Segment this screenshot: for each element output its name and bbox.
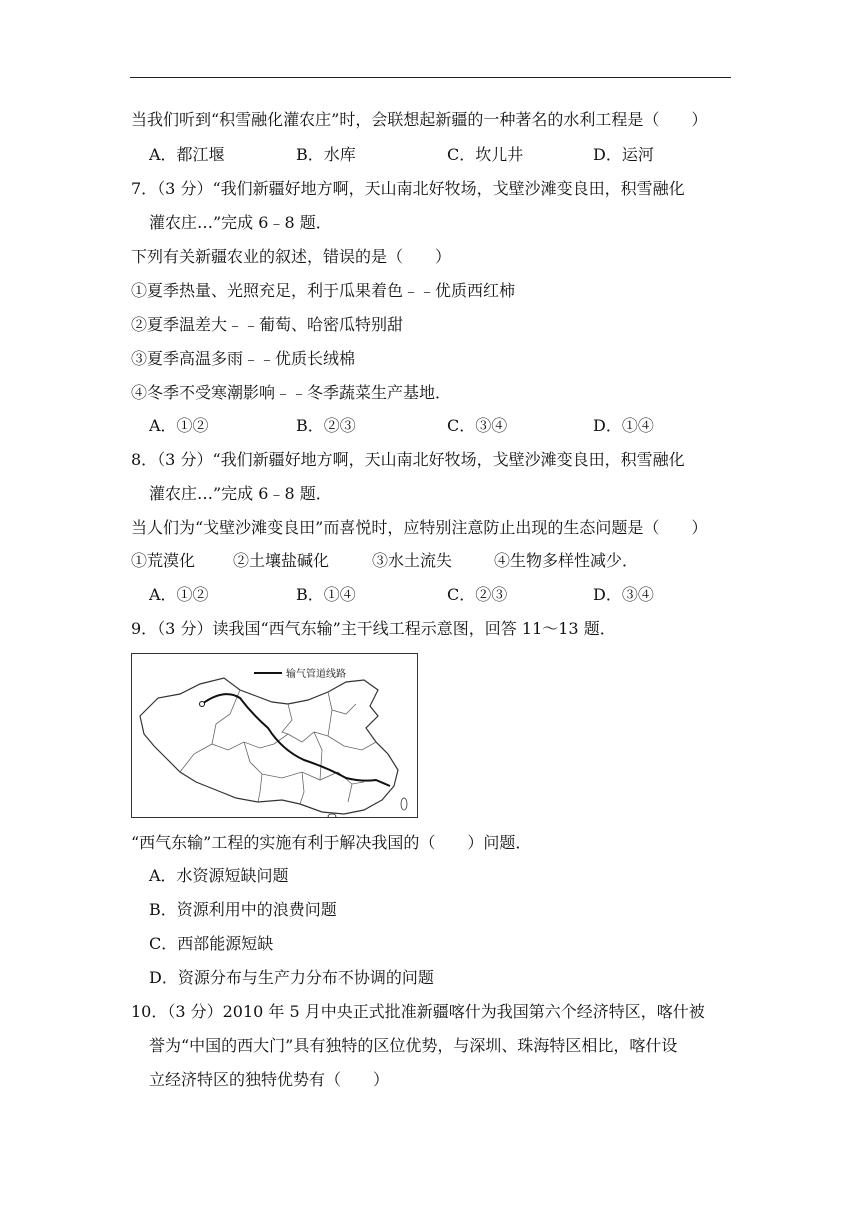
q9-option-d: D．资源分布与生产力分布不协调的问题: [149, 968, 434, 987]
q6-option-a: A．都江堰: [149, 145, 225, 164]
q8-item-3: ③水土流失: [372, 551, 453, 570]
q6-option-c: C．坎儿井: [447, 145, 524, 164]
q7-item-1: ①夏季热量、光照充足，利于瓜果着色﹣﹣优质西红柿: [131, 281, 516, 300]
q8-stem: 当人们为“戈壁沙滩变良田”而喜悦时，应特别注意防止出现的生态问题是（ ）: [131, 518, 708, 537]
q9-option-b: B．资源利用中的浪费问题: [149, 900, 337, 919]
q10-line3: 立经济特区的独特优势有（ ）: [149, 1070, 390, 1089]
header-rule: [130, 77, 731, 78]
q7-item-4: ④冬季不受寒潮影响﹣﹣冬季蔬菜生产基地．: [131, 383, 452, 402]
q9-line1: 9．（3 分）读我国“西气东输”主干线工程示意图，回答 11～13 题．: [131, 619, 616, 638]
q7-line2: 灌农庄…”完成 6﹣8 题．: [149, 213, 332, 232]
q6-stem: 当我们听到“积雪融化灌农庄”时，会联想起新疆的一种著名的水利工程是（ ）: [131, 110, 708, 129]
q7-item-3: ③夏季高温多雨﹣﹣优质长绒棉: [131, 349, 356, 368]
q8-option-a: A．①②: [149, 585, 209, 604]
q8-option-d: D．③④: [593, 585, 654, 604]
q7-option-b: B．②③: [296, 416, 356, 435]
q7-item-2: ②夏季温差大﹣﹣葡萄、哈密瓜特别甜: [131, 315, 404, 334]
q10-line2: 誉为“中国的西大门”具有独特的区位优势，与深圳、珠海特区相比，喀什设: [149, 1036, 678, 1055]
q7-option-d: D．①④: [593, 416, 654, 435]
q9-option-c: C．西部能源短缺: [149, 934, 274, 953]
map-legend-label: 输气管道线路: [286, 669, 346, 680]
q10-line1: 10．（3 分）2010 年 5 月中央正式批准新疆喀什为我国第六个经济特区，喀什被: [131, 1002, 705, 1021]
pipeline-map-figure: [132, 654, 417, 817]
q8-line1: 8．（3 分）“我们新疆好地方啊，天山南北好牧场，戈壁沙滩变良田，积雪融化: [131, 450, 685, 469]
q8-item-2: ②土壤盐碱化: [233, 551, 330, 570]
q9-option-a: A．水资源短缺问题: [149, 866, 289, 885]
q8-item-1: ①荒漠化: [131, 551, 196, 570]
pipeline-map: [131, 653, 418, 818]
q9-stem: “西气东输”工程的实施有利于解决我国的（ ）问题．: [131, 833, 532, 852]
q8-item-4: ④生物多样性减少．: [494, 551, 639, 570]
q6-option-d: D．运河: [593, 145, 654, 164]
q6-option-b: B．水库: [296, 145, 356, 164]
q7-stem: 下列有关新疆农业的叙述，错误的是（ ）: [131, 247, 452, 266]
q8-option-b: B．①④: [296, 585, 356, 604]
q8-line2: 灌农庄…”完成 6﹣8 题．: [149, 484, 332, 503]
q7-line1: 7．（3 分）“我们新疆好地方啊，天山南北好牧场，戈壁沙滩变良田，积雪融化: [131, 179, 685, 198]
q7-option-a: A．①②: [149, 416, 209, 435]
q7-option-c: C．③④: [447, 416, 508, 435]
q8-option-c: C．②③: [447, 585, 508, 604]
